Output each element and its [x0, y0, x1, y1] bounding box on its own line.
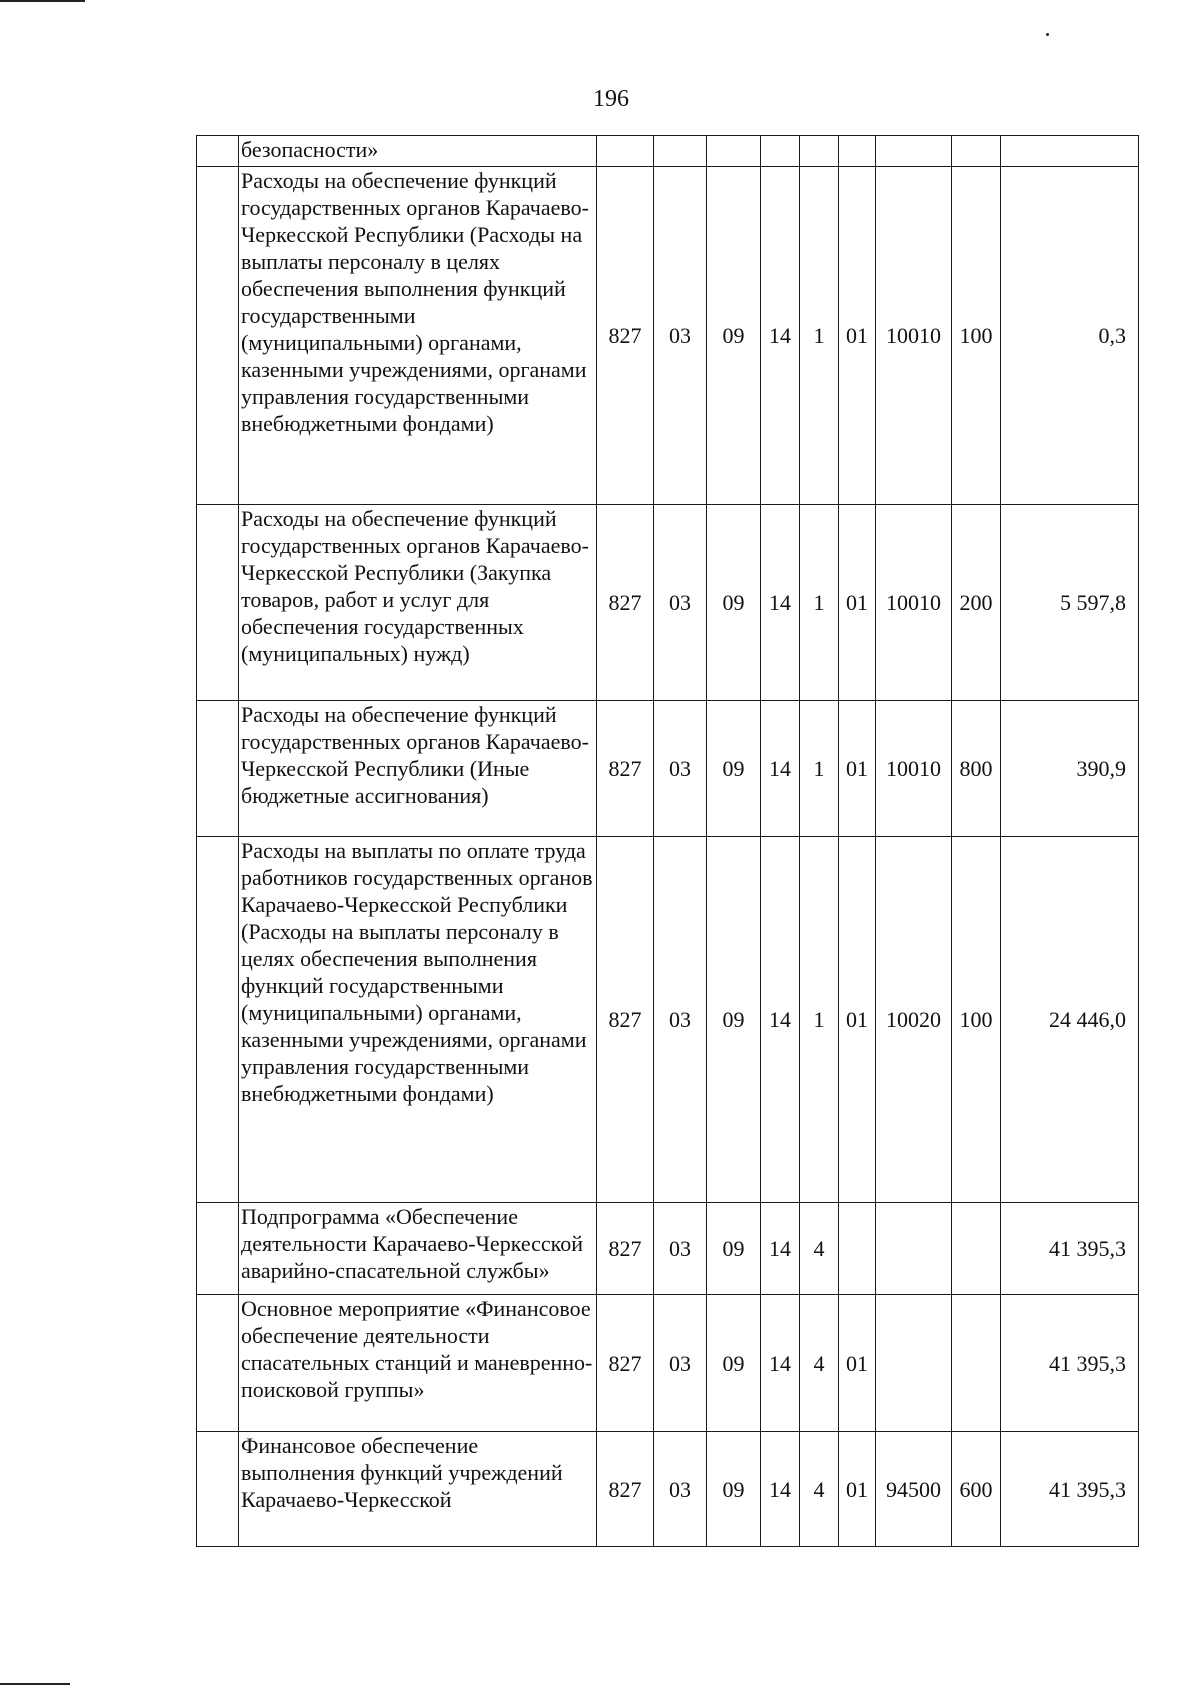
table-row: [197, 136, 1139, 167]
program-code: 14: [761, 1295, 800, 1432]
grbs-code: 827: [597, 837, 654, 1203]
budget-table: [196, 135, 1139, 1547]
direction-code: 10010: [876, 701, 952, 837]
event-code: 01: [839, 1295, 876, 1432]
event-code: 01: [839, 837, 876, 1203]
expense-type-code: 600: [952, 1432, 1001, 1547]
subprogram-code: 1: [800, 505, 839, 701]
section-code: [654, 136, 707, 167]
direction-code: 10010: [876, 505, 952, 701]
expense-type-code: [952, 136, 1001, 167]
section-code: 03: [654, 167, 707, 505]
table-body: [197, 136, 1139, 1547]
program-code: 14: [761, 1203, 800, 1295]
amount: 41 395,3: [1001, 1203, 1139, 1295]
direction-code: [876, 136, 952, 167]
direction-code: 10020: [876, 837, 952, 1203]
table-row: [197, 1203, 1139, 1295]
expense-type-code: 800: [952, 701, 1001, 837]
subprogram-code: 1: [800, 701, 839, 837]
table-row: [197, 1432, 1139, 1547]
section-code: 03: [654, 505, 707, 701]
table-row: [197, 701, 1139, 837]
subprogram-code: 4: [800, 1432, 839, 1547]
row-number-cell: [197, 505, 239, 701]
event-code: 01: [839, 701, 876, 837]
amount: 24 446,0: [1001, 837, 1139, 1203]
subsection-code: 09: [707, 167, 761, 505]
amount: 41 395,3: [1001, 1432, 1139, 1547]
table-row: [197, 1295, 1139, 1432]
expense-type-code: 100: [952, 837, 1001, 1203]
subsection-code: 09: [707, 505, 761, 701]
grbs-code: 827: [597, 1203, 654, 1295]
subprogram-code: 4: [800, 1203, 839, 1295]
subsection-code: 09: [707, 701, 761, 837]
amount: 390,9: [1001, 701, 1139, 837]
subsection-code: 09: [707, 837, 761, 1203]
direction-code: [876, 1295, 952, 1432]
event-code: 01: [839, 1432, 876, 1547]
row-description: безопасности»: [239, 136, 597, 167]
section-code: 03: [654, 837, 707, 1203]
subprogram-code: [800, 136, 839, 167]
program-code: 14: [761, 837, 800, 1203]
subsection-code: 09: [707, 1295, 761, 1432]
section-code: 03: [654, 1432, 707, 1547]
expense-type-code: [952, 1295, 1001, 1432]
program-code: 14: [761, 1432, 800, 1547]
scan-mark-top-left: [0, 0, 85, 2]
scan-mark-dot: [1046, 33, 1049, 36]
section-code: 03: [654, 1295, 707, 1432]
event-code: 01: [839, 505, 876, 701]
expense-type-code: [952, 1203, 1001, 1295]
direction-code: 94500: [876, 1432, 952, 1547]
grbs-code: 827: [597, 1432, 654, 1547]
expense-type-code: 100: [952, 167, 1001, 505]
grbs-code: 827: [597, 167, 654, 505]
subprogram-code: 1: [800, 167, 839, 505]
page-number: 196: [593, 86, 629, 112]
expense-type-code: 200: [952, 505, 1001, 701]
grbs-code: [597, 136, 654, 167]
event-code: [839, 1203, 876, 1295]
program-code: 14: [761, 167, 800, 505]
event-code: [839, 136, 876, 167]
direction-code: [876, 1203, 952, 1295]
direction-code: 10010: [876, 167, 952, 505]
row-number-cell: [197, 167, 239, 505]
program-code: 14: [761, 701, 800, 837]
program-code: [761, 136, 800, 167]
row-number-cell: [197, 837, 239, 1203]
amount: 0,3: [1001, 167, 1139, 505]
row-number-cell: [197, 1432, 239, 1547]
row-description: Расходы на обеспечение функций государственных органов Карачаево-Черкесской Республики (Иные бюджетные ассигнования): [239, 701, 597, 837]
subsection-code: 09: [707, 1203, 761, 1295]
section-code: 03: [654, 1203, 707, 1295]
row-number-cell: [197, 1203, 239, 1295]
row-description: Расходы на обеспечение функций государственных органов Карачаево-Черкесской Республики (Закупка товаров, работ и услуг для обеспечения государственных (муниципальных) нужд): [239, 505, 597, 701]
table-row: [197, 505, 1139, 701]
scan-mark-bottom-left: [0, 1683, 70, 1685]
grbs-code: 827: [597, 1295, 654, 1432]
grbs-code: 827: [597, 701, 654, 837]
subsection-code: [707, 136, 761, 167]
section-code: 03: [654, 701, 707, 837]
row-description: Финансовое обеспечение выполнения функций учреждений Карачаево-Черкесской: [239, 1432, 597, 1547]
subsection-code: 09: [707, 1432, 761, 1547]
table-row: [197, 167, 1139, 505]
program-code: 14: [761, 505, 800, 701]
row-number-cell: [197, 1295, 239, 1432]
row-description: Расходы на выплаты по оплате труда работников государственных органов Карачаево-Черкесской Республики (Расходы на выплаты персоналу в целях обеспечения выполнения функций государственными (муниципальными) органами, казенными учреждениями, органами управления государственными внебюджетными фондами): [239, 837, 597, 1203]
row-number-cell: [197, 136, 239, 167]
subprogram-code: 1: [800, 837, 839, 1203]
row-number-cell: [197, 701, 239, 837]
amount: [1001, 136, 1139, 167]
amount: 5 597,8: [1001, 505, 1139, 701]
row-description: Расходы на обеспечение функций государственных органов Карачаево-Черкесской Республики (Расходы на выплаты персоналу в целях обеспечения выполнения функций государственными (муниципальными) органами, казенными учреждениями, органами управления государственными внебюджетными фондами): [239, 167, 597, 505]
grbs-code: 827: [597, 505, 654, 701]
event-code: 01: [839, 167, 876, 505]
row-description: Подпрограмма «Обеспечение деятельности Карачаево-Черкесской аварийно-спасательной службы»: [239, 1203, 597, 1295]
subprogram-code: 4: [800, 1295, 839, 1432]
amount: 41 395,3: [1001, 1295, 1139, 1432]
row-description: Основное мероприятие «Финансовое обеспечение деятельности спасательных станций и маневренно-поисковой группы»: [239, 1295, 597, 1432]
table-row: [197, 837, 1139, 1203]
